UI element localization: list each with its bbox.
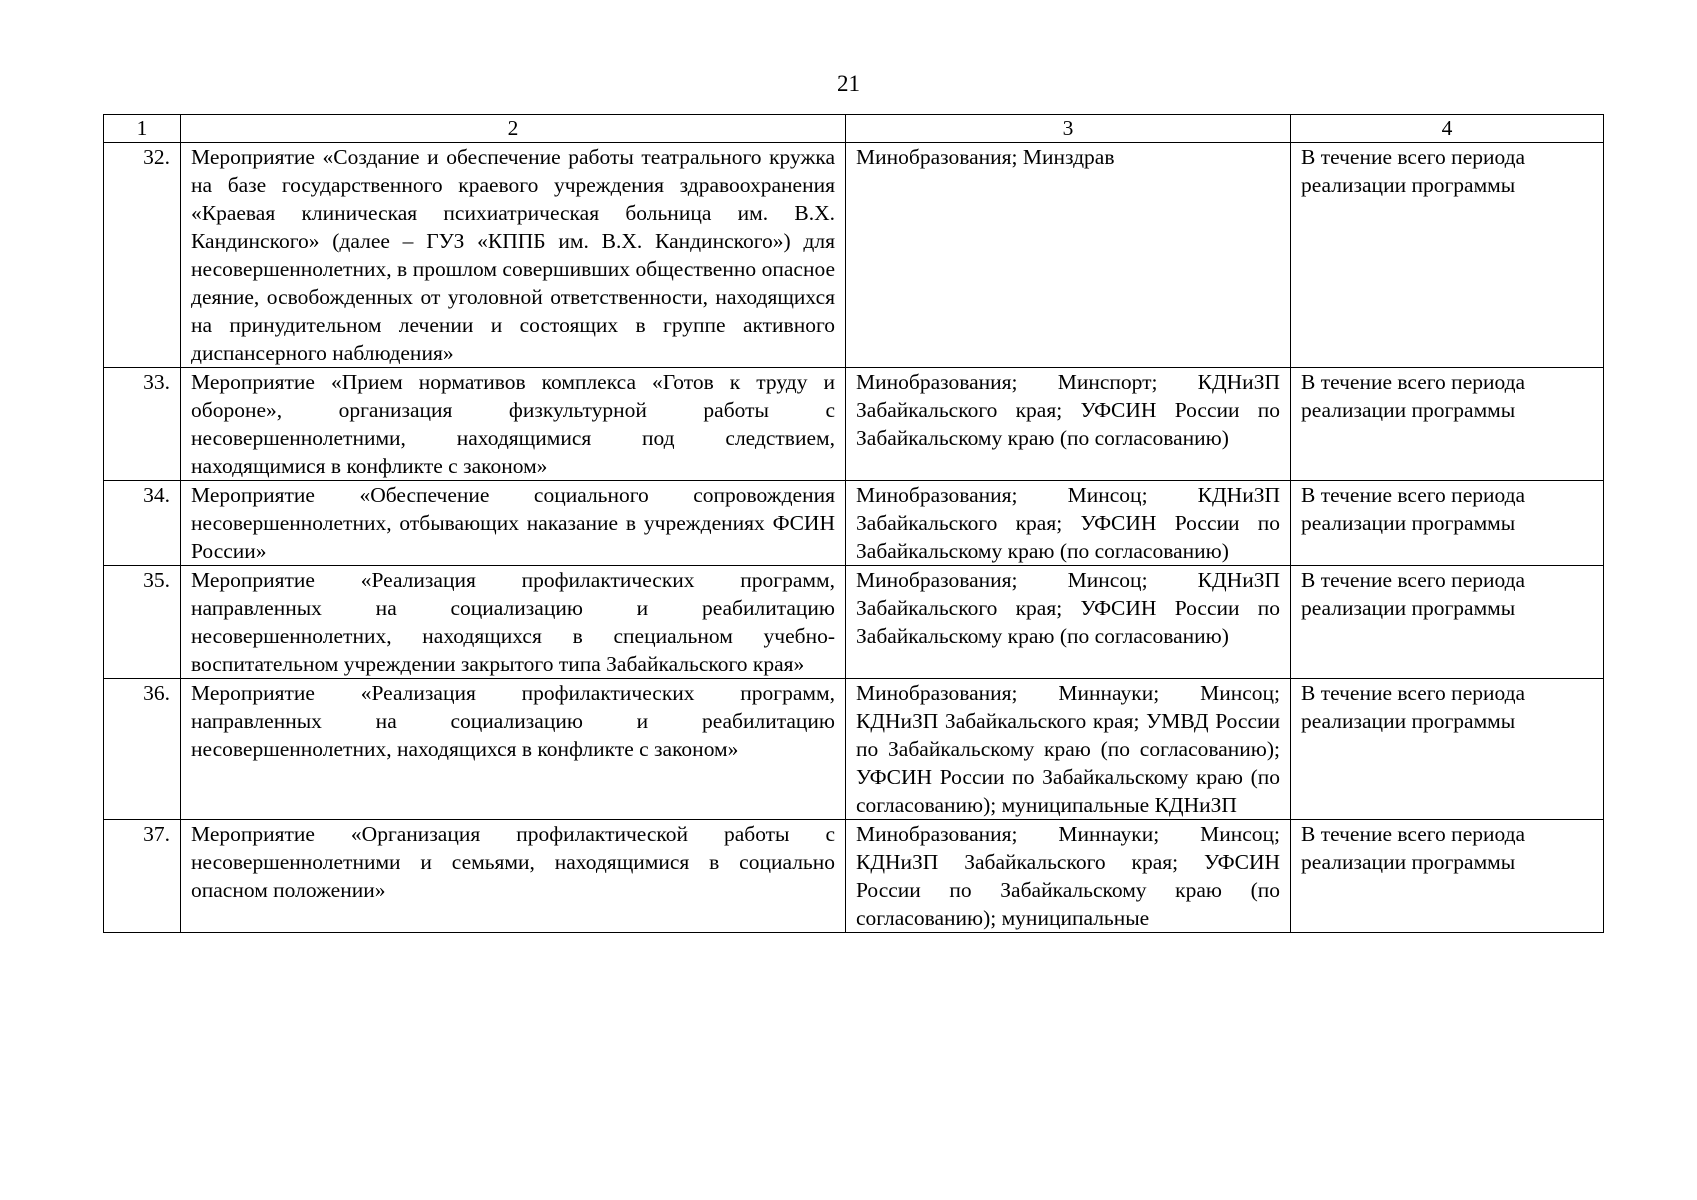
term-cell: В течение всего периода реализации программы (1291, 566, 1604, 679)
column-header-4: 4 (1291, 115, 1604, 143)
column-header-3: 3 (846, 115, 1291, 143)
responsible-cell: Минобразования; Минсоц; КДНиЗП Забайкальского края; УФСИН России по Забайкальскому краю (по согласованию) (846, 566, 1291, 679)
page-number: 21 (837, 71, 860, 96)
row-number: 37. (104, 820, 181, 933)
activity-cell: Мероприятие «Реализация профилактических программ, направленных на социализацию и реабилитацию несовершеннолетних, находящихся в конфликте с законом» (181, 679, 846, 820)
activity-cell: Мероприятие «Создание и обеспечение работы театрального кружка на базе государственного краевого учреждения здравоохранения «Краевая клиническая психиатрическая больница им. В.Х. Кандинского» (далее – ГУЗ «КППБ им. В.Х. Кандинского») для несовершеннолетних, в прошлом совершивших общественно опасное деяние, освобожденных от уголовной ответственности, находящихся на принудительном лечении и состоящих в группе активного диспансерного наблюдения» (181, 143, 846, 368)
row-number: 34. (104, 481, 181, 566)
table-row (104, 143, 1604, 368)
responsible-cell: Минобразования; Минсоц; КДНиЗП Забайкальского края; УФСИН России по Забайкальскому краю (по согласованию) (846, 481, 1291, 566)
table-row (104, 481, 1604, 566)
responsible-cell: Минобразования; Миннауки; Минсоц; КДНиЗП Забайкальского края; УФСИН России по Забайкальскому краю (по согласованию); муниципальные (846, 820, 1291, 933)
term-cell: В течение всего периода реализации программы (1291, 679, 1604, 820)
table-row (104, 679, 1604, 820)
activity-cell: Мероприятие «Прием нормативов комплекса «Готов к труду и обороне», организация физкультурной работы с несовершеннолетними, находящимися под следствием, находящимися в конфликте с законом» (181, 368, 846, 481)
term-cell: В течение всего периода реализации программы (1291, 143, 1604, 368)
activity-cell: Мероприятие «Реализация профилактических программ, направленных на социализацию и реабилитацию несовершеннолетних, находящихся в специальном учебно-воспитательном учреждении закрытого типа Забайкальского края» (181, 566, 846, 679)
measures-table (103, 114, 1604, 933)
row-number: 32. (104, 143, 181, 368)
responsible-cell: Минобразования; Миннауки; Минсоц; КДНиЗП Забайкальского края; УМВД России по Забайкальскому краю (по согласованию); УФСИН России по Забайкальскому краю (по согласованию); муниципальные КДНиЗП (846, 679, 1291, 820)
column-header-1: 1 (104, 115, 181, 143)
row-number: 33. (104, 368, 181, 481)
responsible-cell: Минобразования; Минздрав (846, 143, 1291, 368)
term-cell: В течение всего периода реализации программы (1291, 820, 1604, 933)
column-header-2: 2 (181, 115, 846, 143)
row-number: 36. (104, 679, 181, 820)
term-cell: В течение всего периода реализации программы (1291, 368, 1604, 481)
table-row (104, 566, 1604, 679)
activity-cell: Мероприятие «Организация профилактической работы с несовершеннолетними и семьями, находящимися в социально опасном положении» (181, 820, 846, 933)
row-number: 35. (104, 566, 181, 679)
table-row (104, 820, 1604, 933)
table-row (104, 368, 1604, 481)
term-cell: В течение всего периода реализации программы (1291, 481, 1604, 566)
activity-cell: Мероприятие «Обеспечение социального сопровождения несовершеннолетних, отбывающих наказание в учреждениях ФСИН России» (181, 481, 846, 566)
table-header-row (104, 115, 1604, 143)
responsible-cell: Минобразования; Минспорт; КДНиЗП Забайкальского края; УФСИН России по Забайкальскому краю (по согласованию) (846, 368, 1291, 481)
